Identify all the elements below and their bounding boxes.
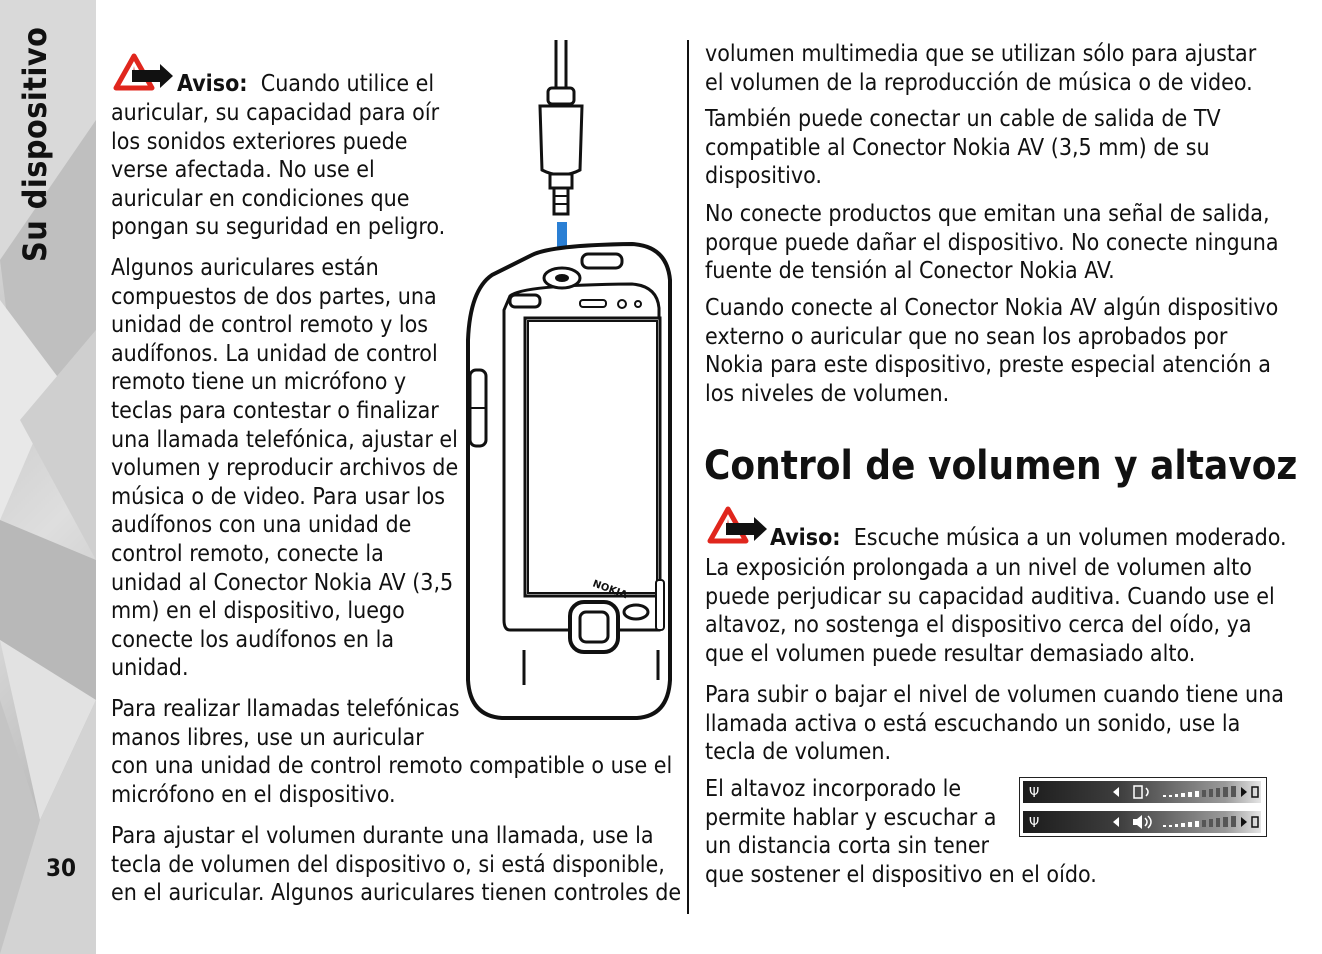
line: auricular, su capacidad para oír [111, 100, 440, 126]
section-heading: Control de volumen y altavoz [704, 443, 1298, 489]
line: tecla de volumen. [705, 739, 892, 766]
warning1-first-line [177, 70, 434, 99]
line: llamada activa o está escuchando un sonido, use la [705, 710, 1241, 737]
para-adjust [111, 822, 681, 908]
svg-text:Ψ: Ψ [1029, 786, 1040, 801]
para-external [705, 294, 1278, 408]
warning-icon [706, 505, 768, 545]
line: verse afectada. No use el [111, 157, 375, 184]
line: mm) en el dispositivo, luego [111, 598, 405, 625]
line: el volumen de la reproducción de música o de video. [705, 69, 1253, 96]
line: Para realizar llamadas telefónicas [111, 696, 460, 722]
line: dispositivo. [705, 163, 822, 190]
line: unidad de control remoto y los [111, 312, 429, 339]
para-continued [705, 40, 1256, 97]
line: Algunos auriculares están [111, 255, 379, 281]
line: pongan su seguridad en peligro. [111, 214, 446, 241]
warning1-line1: Cuando utilice el [260, 71, 435, 97]
line: permite hablar y escuchar a [705, 804, 997, 831]
line: control remoto, conecte la [111, 540, 384, 567]
line: audífonos. La unidad de control [111, 340, 438, 367]
line: que sostener el dispositivo en el oído. [705, 861, 1097, 888]
line: puede perjudicar su capacidad auditiva. Cuando use el [705, 583, 1275, 610]
line: auricular en condiciones que [111, 185, 410, 212]
line: en el auricular. Algunos auriculares tienen controles de [111, 880, 682, 907]
phone-illustration [462, 40, 677, 725]
line: con una unidad de control remoto compatible o use el [111, 753, 673, 780]
line: manos libres, use un auricular [111, 724, 424, 751]
volume-row-speaker [1023, 811, 1261, 833]
line: una llamada telefónica, ajustar el [111, 426, 458, 453]
line: audífonos con una unidad de [111, 512, 412, 539]
warning1-label: Aviso: [177, 71, 248, 97]
line: altavoz, no sostenga el dispositivo cerca del oído, ya [705, 612, 1252, 639]
warning2-first-line [770, 524, 1287, 553]
para-volume [705, 681, 1284, 767]
warning1-body [111, 99, 445, 242]
line: micrófono en el dispositivo. [111, 781, 396, 808]
svg-text:Ψ: Ψ [1029, 816, 1040, 831]
column-divider [687, 40, 689, 914]
line: La exposición prolongada a un nivel de volumen alto [705, 555, 1252, 581]
volume-indicator [1019, 777, 1267, 837]
para-headsets [111, 254, 458, 683]
line: los sonidos exteriores puede [111, 128, 408, 155]
line: música o de video. Para usar los [111, 483, 446, 510]
line: Cuando conecte al Conector Nokia AV algún dispositivo [705, 295, 1279, 321]
line: compatible al Conector Nokia AV (3,5 mm) de su [705, 134, 1210, 161]
para-tv [705, 105, 1221, 191]
warning-icon [112, 52, 174, 92]
line: un distancia corta sin tener [705, 833, 990, 860]
line: los niveles de volumen. [705, 380, 950, 407]
para-noconnect [705, 200, 1279, 286]
volume-row-earpiece [1023, 781, 1261, 803]
warning2-label: Aviso: [770, 525, 841, 551]
line: externo o auricular que no sean los aprobados por [705, 323, 1228, 350]
line: compuestos de dos partes, una [111, 283, 437, 310]
line: conecte los audífonos en la [111, 626, 395, 653]
line: remoto tiene un micrófono y [111, 369, 407, 396]
line: Para ajustar el volumen durante una llamada, use la [111, 823, 654, 849]
line: teclas para contestar o finalizar [111, 397, 439, 424]
page-number: 30 [46, 854, 77, 882]
line: tecla de volumen del dispositivo o, si está disponible, [111, 851, 665, 878]
line: El altavoz incorporado le [705, 776, 962, 802]
line: Nokia para este dispositivo, preste especial atención a [705, 352, 1271, 379]
sidebar [0, 0, 96, 954]
line: unidad al Conector Nokia AV (3,5 [111, 569, 454, 596]
line: También puede conectar un cable de salida de TV [705, 106, 1221, 132]
svg-text:NOKIA: NOKIA [590, 578, 629, 602]
line: No conecte productos que emitan una señal de salida, [705, 201, 1270, 227]
line: porque puede dañar el dispositivo. No conecte ninguna [705, 229, 1279, 256]
line: volumen multimedia que se utilizan sólo para ajustar [705, 41, 1257, 67]
line: volumen y reproducir archivos de [111, 455, 459, 482]
warning2-body [705, 554, 1275, 668]
line: unidad. [111, 655, 189, 682]
warning2-line1: Escuche música a un volumen moderado. [853, 525, 1287, 551]
line: Para subir o bajar el nivel de volumen cuando tiene una [705, 682, 1284, 708]
line: fuente de tensión al Conector Nokia AV. [705, 258, 1115, 285]
section-title: Su dispositivo [16, 26, 54, 262]
line: que el volumen puede resultar demasiado alto. [705, 640, 1196, 667]
